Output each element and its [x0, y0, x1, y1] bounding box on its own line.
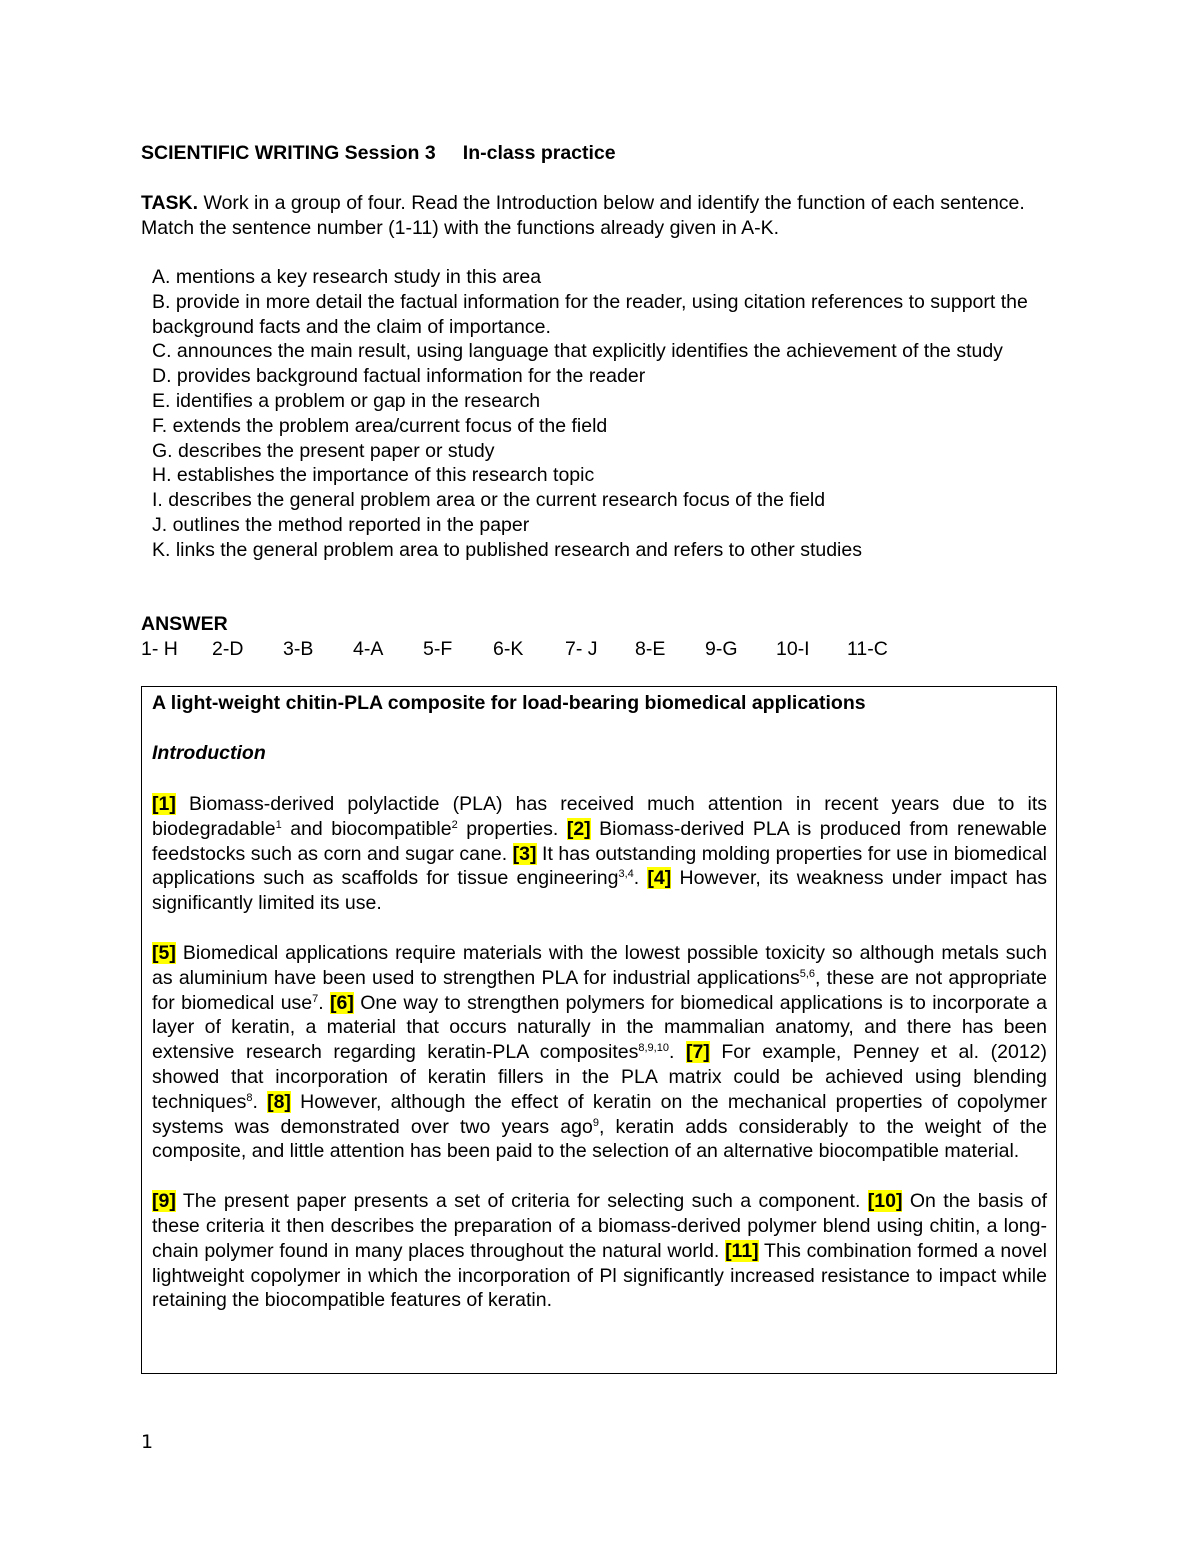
sentence-text: and biocompatible — [281, 817, 452, 840]
sentence-text: On the basis of these criteria it then describes the preparation of a biomass-derived polymer blend using chitin, a long- chain polymer found in many places throughout the natural world. — [152, 1190, 1047, 1262]
sentence-marker: [3] — [512, 842, 537, 865]
sentence-marker: [10] — [867, 1190, 903, 1213]
answer-item: 1- H — [141, 638, 178, 660]
sentence-marker: [11] — [725, 1239, 759, 1262]
sentence-text: It has outstanding molding properties for use in biomedical applications such as scaffolds for tissue engineering — [152, 842, 1047, 890]
sentence-marker: [1] — [152, 793, 176, 815]
answer-item: 5-F — [423, 638, 453, 660]
answer-item: 3-B — [283, 638, 314, 660]
sentence-text: , these are not appropriate for biomedical use — [152, 966, 1047, 1014]
answer-item: 10-I — [776, 638, 810, 660]
answer-key — [141, 638, 1041, 664]
task-label: TASK. — [141, 192, 199, 214]
sentence-marker: [5] — [152, 941, 176, 964]
citation: 8,9,10 — [638, 1042, 669, 1055]
sentence-text: However, although the effect of keratin on the mechanical properties of copolymer systems was demonstrated over two years ago — [152, 1090, 1047, 1138]
task-instructions — [141, 191, 1051, 241]
page-number: 1 — [141, 1431, 154, 1453]
paragraph-3 — [152, 1189, 1047, 1313]
answer-item: 6-K — [493, 638, 524, 660]
option-g: G. describes the present paper or study — [152, 439, 495, 462]
option-d: D. provides background factual information for the reader — [152, 365, 646, 388]
citation: 3,4 — [618, 868, 634, 881]
option-b: B. provide in more detail the factual information for the reader, using citation references to support the background facts and the claim of importance. — [152, 290, 1028, 338]
sentence-text: Biomedical applications require materials with the lowest possible toxicity so although metals such as aluminium have been used to strengthen PLA for industrial applications — [152, 941, 1047, 989]
session-title: SCIENTIFIC WRITING Session 3 — [141, 142, 436, 164]
sentence-marker: [4] — [647, 867, 672, 890]
option-k: K. links the general problem area to published research and refers to other studies — [152, 538, 862, 561]
paragraph-2 — [152, 941, 1047, 1164]
section-heading: Introduction — [152, 742, 266, 764]
introduction-text-box — [141, 686, 1057, 1374]
sentence-text: properties. — [457, 817, 567, 840]
sentence-text: This combination formed a novel lightweight copolymer in which the incorporation of Pl significantly increased resistance to impact while retaining the biocompatible features of keratin. — [152, 1239, 1047, 1312]
sentence-text: However, its weakness under impact has significantly limited its use. — [152, 867, 1047, 915]
answer-heading: ANSWER — [141, 613, 228, 635]
paragraph-1 — [152, 792, 1047, 916]
citation: 5,6 — [799, 967, 815, 980]
sentence-text: , keratin adds considerably to the weight of the composite, and little attention has been paid to the selection of an alternative biocompatible material. — [152, 1115, 1047, 1163]
sentence-text: For example, Penney et al. (2012) showed that incorporation of keratin fillers in the PLA matrix could be achieved using blending techniques — [152, 1041, 1047, 1113]
sentence-text: . — [633, 867, 648, 890]
option-f: F. extends the problem area/current focus of the field — [152, 414, 608, 437]
sentence-marker: [8] — [267, 1090, 291, 1113]
sentence-text: One way to strengthen polymers for biomedical applications is to incorporate a layer of keratin, a material that occurs naturally in the mammalian anatomy, and there has been extensive research regarding keratin-PLA composites — [152, 991, 1047, 1064]
sentence-text: The present paper presents a set of criteria for selecting such a component. — [175, 1190, 868, 1213]
sentence-marker: [6] — [330, 991, 354, 1014]
option-h: H. establishes the importance of this research topic — [152, 464, 595, 487]
sentence-marker: [7] — [685, 1041, 710, 1064]
answer-item: 9-G — [705, 638, 738, 660]
task-text: Work in a group of four. Read the Introduction below and identify the function of each sentence. Match the sentence number (1-11) with the functions already given in A-K. — [141, 192, 1025, 239]
session-subtitle: In-class practice — [462, 142, 616, 164]
page-title — [141, 142, 616, 165]
sentence-text: . — [668, 1041, 686, 1064]
option-a: A. mentions a key research study in this area — [152, 266, 542, 288]
answer-item: 2-D — [212, 638, 244, 660]
sentence-marker: [2] — [566, 817, 591, 840]
sentence-text: . — [318, 991, 331, 1014]
sentence-text: Biomass-derived polylactide (PLA) has received much attention in recent years due to its biodegradable — [152, 793, 1047, 840]
article-title: A light-weight chitin-PLA composite for load-bearing biomedical applications — [152, 692, 866, 714]
answer-item: 8-E — [635, 638, 666, 660]
sentence-text: Biomass-derived PLA is produced from renewable feedstocks such as corn and sugar cane. — [152, 817, 1047, 865]
sentence-text: . — [252, 1090, 268, 1113]
citation: 7 — [312, 992, 319, 1005]
function-options-list — [152, 265, 1052, 563]
option-i: I. describes the general problem area or the current research focus of the field — [152, 489, 826, 512]
answer-item: 11-C — [847, 638, 888, 660]
citation: 8 — [246, 1091, 253, 1104]
option-e: E. identifies a problem or gap in the research — [152, 389, 541, 412]
citation: 9 — [592, 1116, 599, 1129]
citation: 2 — [451, 818, 458, 831]
answer-item: 4-A — [353, 638, 384, 660]
sentence-marker: [9] — [152, 1190, 176, 1213]
answer-item: 7- J — [565, 638, 598, 660]
citation: 1 — [275, 818, 282, 831]
option-j: J. outlines the method reported in the paper — [152, 513, 530, 536]
option-c: C. announces the main result, using language that explicitly identifies the achievement of the study — [152, 340, 1003, 363]
